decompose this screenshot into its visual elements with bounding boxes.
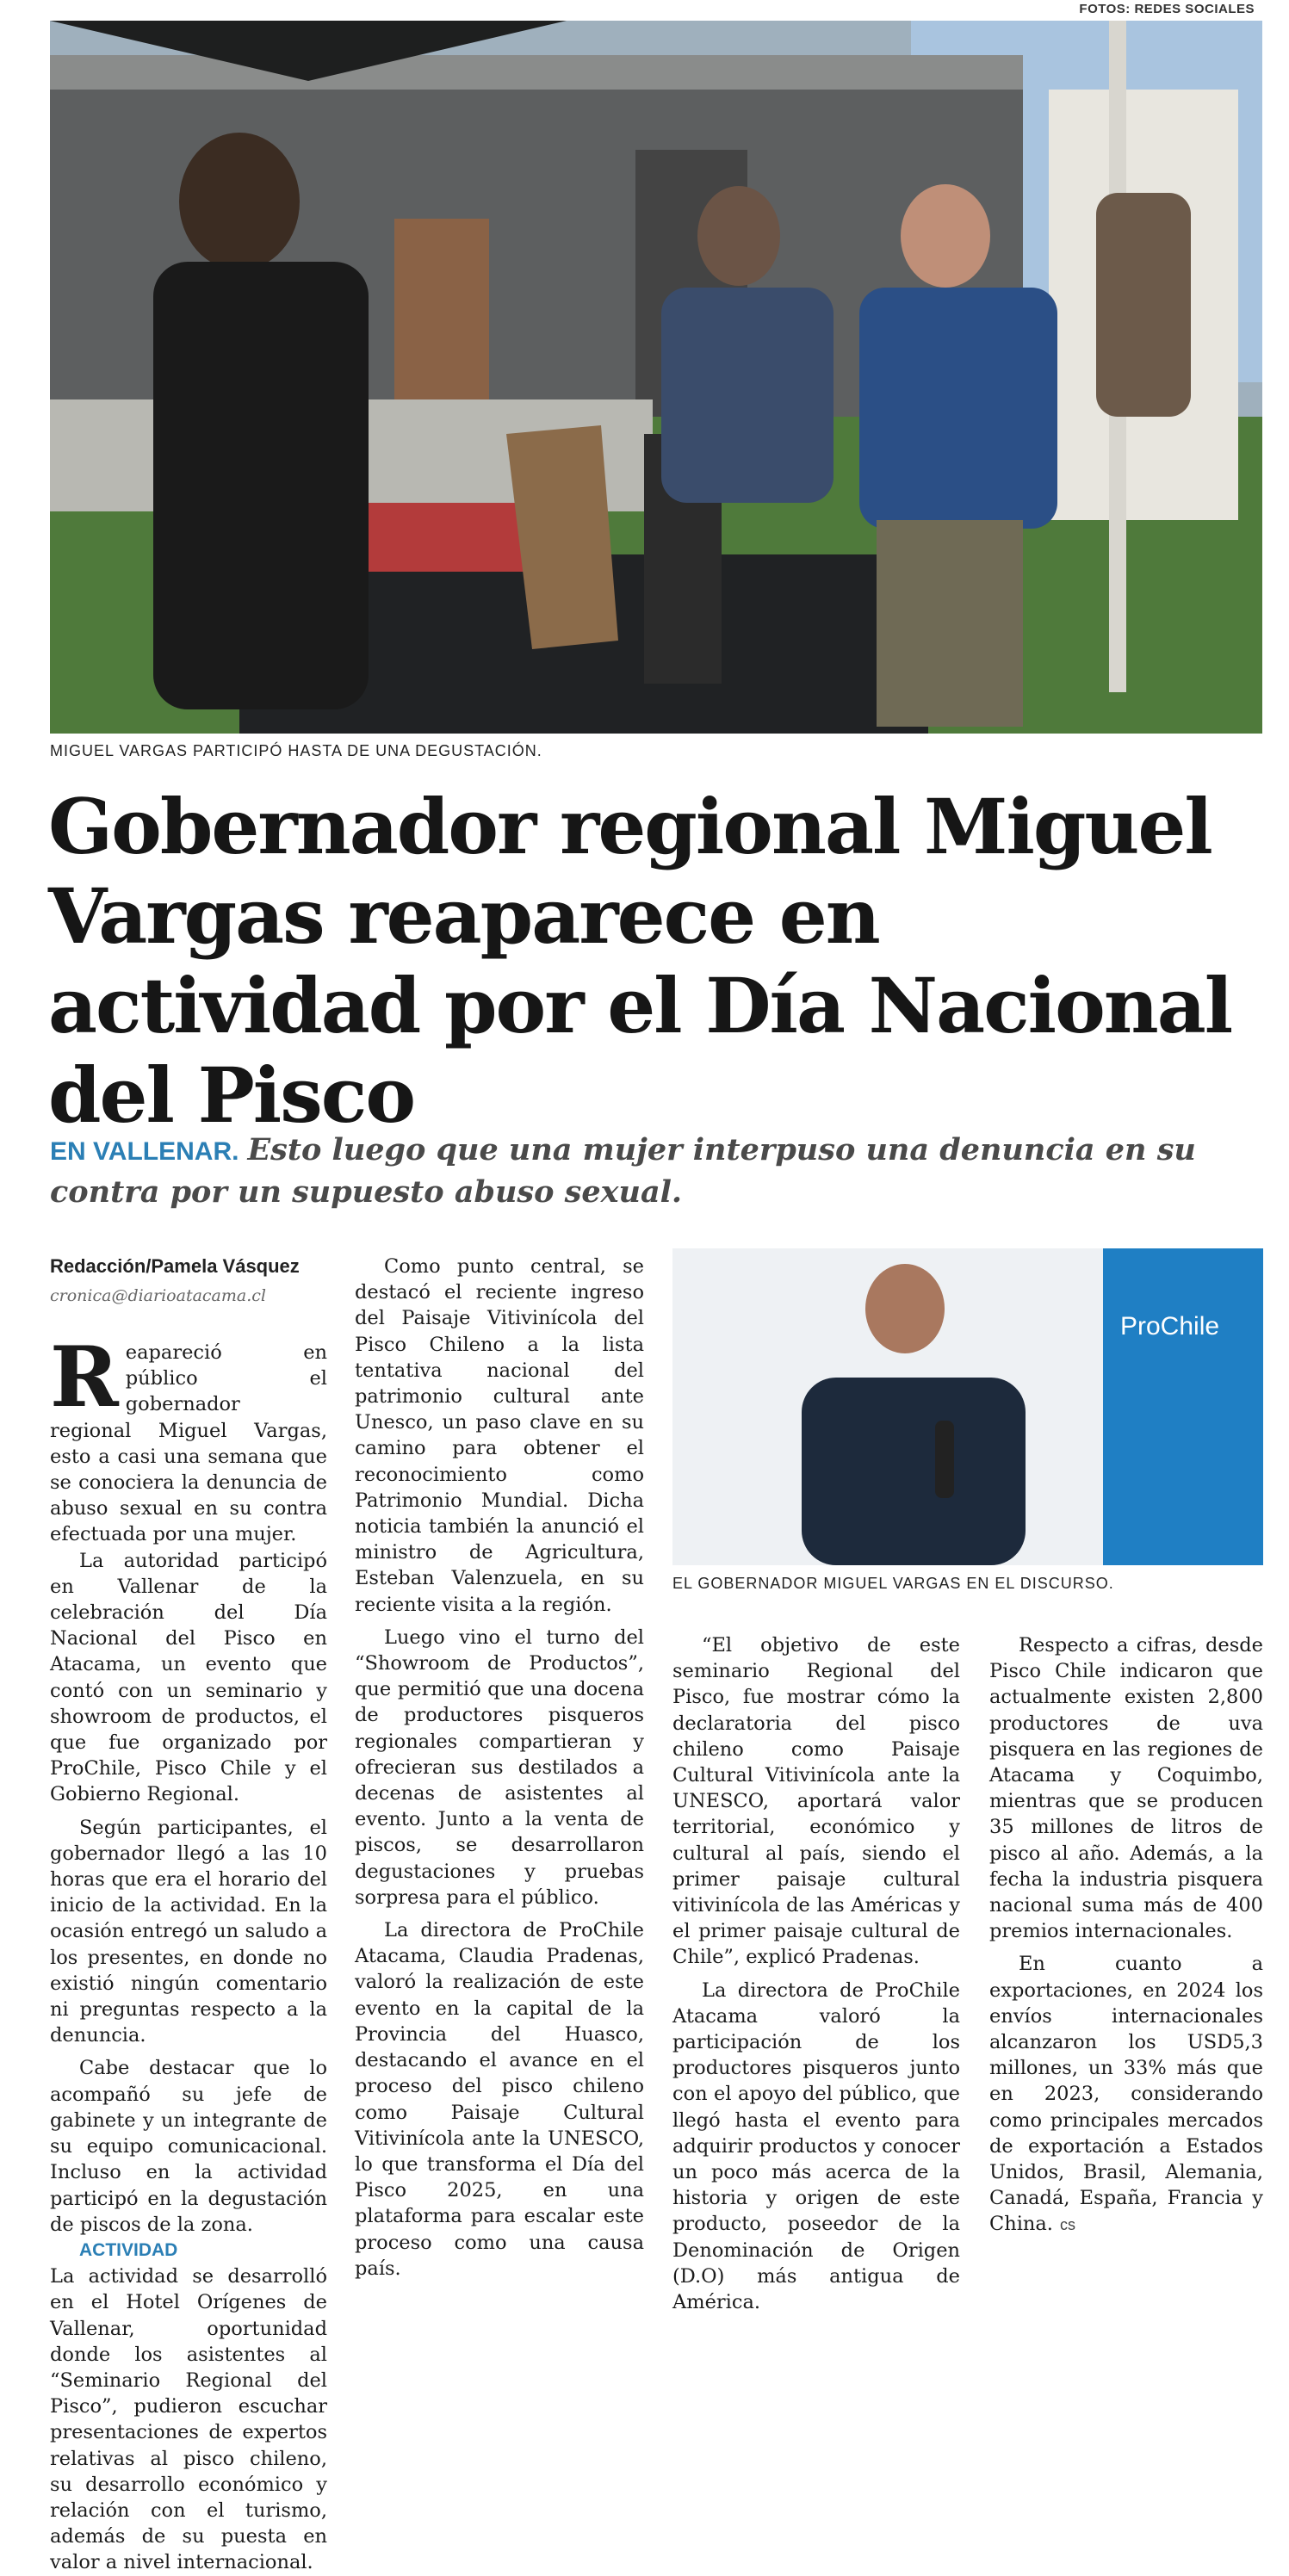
paragraph: La directora de ProChile Atacama valoró la participación de los productores pisqueros junto con el apoyo del público, que llegó hasta el evento para adquirir productos y conocer un poco más acerca de la historia y origen de este producto, poseedor de la Denominación de Origen (D.O) más antigua de América.: [672, 1978, 960, 2314]
side-photo-caption: EL GOBERNADOR MIGUEL VARGAS EN EL DISCURSO.: [672, 1575, 1114, 1592]
photo-credit: FOTOS: REDES SOCIALES: [1079, 2, 1255, 16]
paragraph: La directora de ProChile Atacama, Claudia Pradenas, valoró la realización de este evento en la capital de la Provincia del Huasco, destacando el avance en el proceso del pisco chileno como Paisaje Cultural Vitivinícola ante la UNESCO, lo que transforma el Día del Pisco 2025, en una plataforma para escalar este proceso como una causa país.: [355, 1919, 644, 2280]
deck-text: Esto luego que una mujer interpuso una denuncia en su contra por un supuesto abuso sexual.: [50, 1132, 1196, 1210]
headline: Gobernador regional Miguel Vargas reaparece en actividad por el Día Nacional del Pisco: [48, 782, 1232, 1140]
paragraph-text: eapareció en público el gobernador regional Miguel Vargas, esto a casi una semana que se conociera la denuncia de abuso sexual en su contra efectuada por una mujer.: [50, 1341, 327, 1546]
paragraph: [989, 1951, 1263, 2238]
deck-kicker: EN VALLENAR.: [50, 1137, 239, 1166]
paragraph: Luego vino el turno del “Showroom de Productos”, que permitió que una docena de productores pisqueros regionales compartieran y ofrecieran sus destilados a decenas de asistentes al evento. Junto a la venta de piscos, se desarrollaron degustaciones y pruebas sorpresa para el público.: [355, 1625, 644, 1909]
subhead-actividad: ACTIVIDAD: [79, 2239, 178, 2260]
prochile-logo-text: ProChile: [1120, 1312, 1220, 1341]
side-photo: [672, 1248, 1263, 1565]
byline: Redacción/Pamela Vásquez: [50, 1255, 300, 1277]
body-column-3: [672, 1632, 960, 2315]
paragraph: “El objetivo de este seminario Regional del Pisco, fue mostrar cómo la declaratoria del pisco chileno como Paisaje Cultural Vitivinícola ante la UNESCO, aportará valor territorial, económico y cultural al país, siendo el primer paisaje cultural vitivinícola de las Américas y el primer paisaje cultural de Chile”, explicó Pradenas.: [672, 1634, 960, 1969]
paragraph: Cabe destacar que lo acompañó su jefe de gabinete y un integrante de su equipo comunicacional. Incluso en la actividad participó en la degustación de piscos de la zona.: [50, 2057, 327, 2236]
end-mark: cs: [1059, 2216, 1075, 2234]
main-photo: [50, 21, 1262, 734]
paragraph: Según participantes, el gobernador llegó a las 10 horas que era el horario del inicio de la actividad. En la ocasión entregó un saludo a los presentes, en donde no existió ningún comentario ni preguntas respecto a la denuncia.: [50, 1816, 327, 2047]
paragraph: Respecto a cifras, desde Pisco Chile indicaron que actualmente existen 2,800 productores de uva pisquera en las regiones de Atacama y Coquimbo, mientras que se producen 35 millones de litros de pisco al año. Además, a la fecha la industria pisquera nacional suma más de 400 premios internacionales.: [989, 1634, 1263, 1943]
body-column-2: [355, 1254, 644, 2282]
deck: [50, 1130, 1255, 1212]
paragraph: Como punto central, se destacó el reciente ingreso del Paisaje Vitivinícola del Pisco Chileno a la lista tentativa nacional del patrimonio cultural ante Unesco, un paso clave en su camino para obtener el reconocimiento como Patrimonio Mundial. Dicha noticia también la anunció el ministro de Agricultura, Esteban Valenzuela, en su reciente visita a la región.: [355, 1255, 644, 1616]
main-photo-caption: MIGUEL VARGAS PARTICIPÓ HASTA DE UNA DEGUSTACIÓN.: [50, 742, 542, 759]
body-column-1: [50, 1328, 327, 2576]
body-column-4: [989, 1632, 1263, 2239]
paragraph-text: En cuanto a exportaciones, en 2024 los envíos internacionales alcanzaron los USD5,3 millones, un 33% más que en 2023, considerando como principales mercados de exportación a Estados Unidos, Brasil, Alemania, Canadá, España, Francia y China.: [989, 1953, 1263, 2236]
drop-cap: R: [50, 1328, 119, 1426]
paragraph: La autoridad participó en Vallenar de la celebración del Día Nacional del Pisco en Atacama, un evento que contó con un seminario y showroom de productos, el que fue organizado por ProChile, Pisco Chile y el Gobierno Regional.: [50, 1549, 327, 1806]
author-email: cronica@diarioatacama.cl: [50, 1286, 266, 1305]
lead-paragraph: [50, 1328, 327, 1548]
paragraph: La actividad se desarrolló en el Hotel Orígenes de Vallenar, oportunidad donde los asistentes al “Seminario Regional del Pisco”, pudieron escuchar presentaciones de expertos relativas al pisco chileno, su desarrollo económico y relación con el turismo, además de su puesta en valor a nivel internacional.: [50, 2265, 327, 2574]
